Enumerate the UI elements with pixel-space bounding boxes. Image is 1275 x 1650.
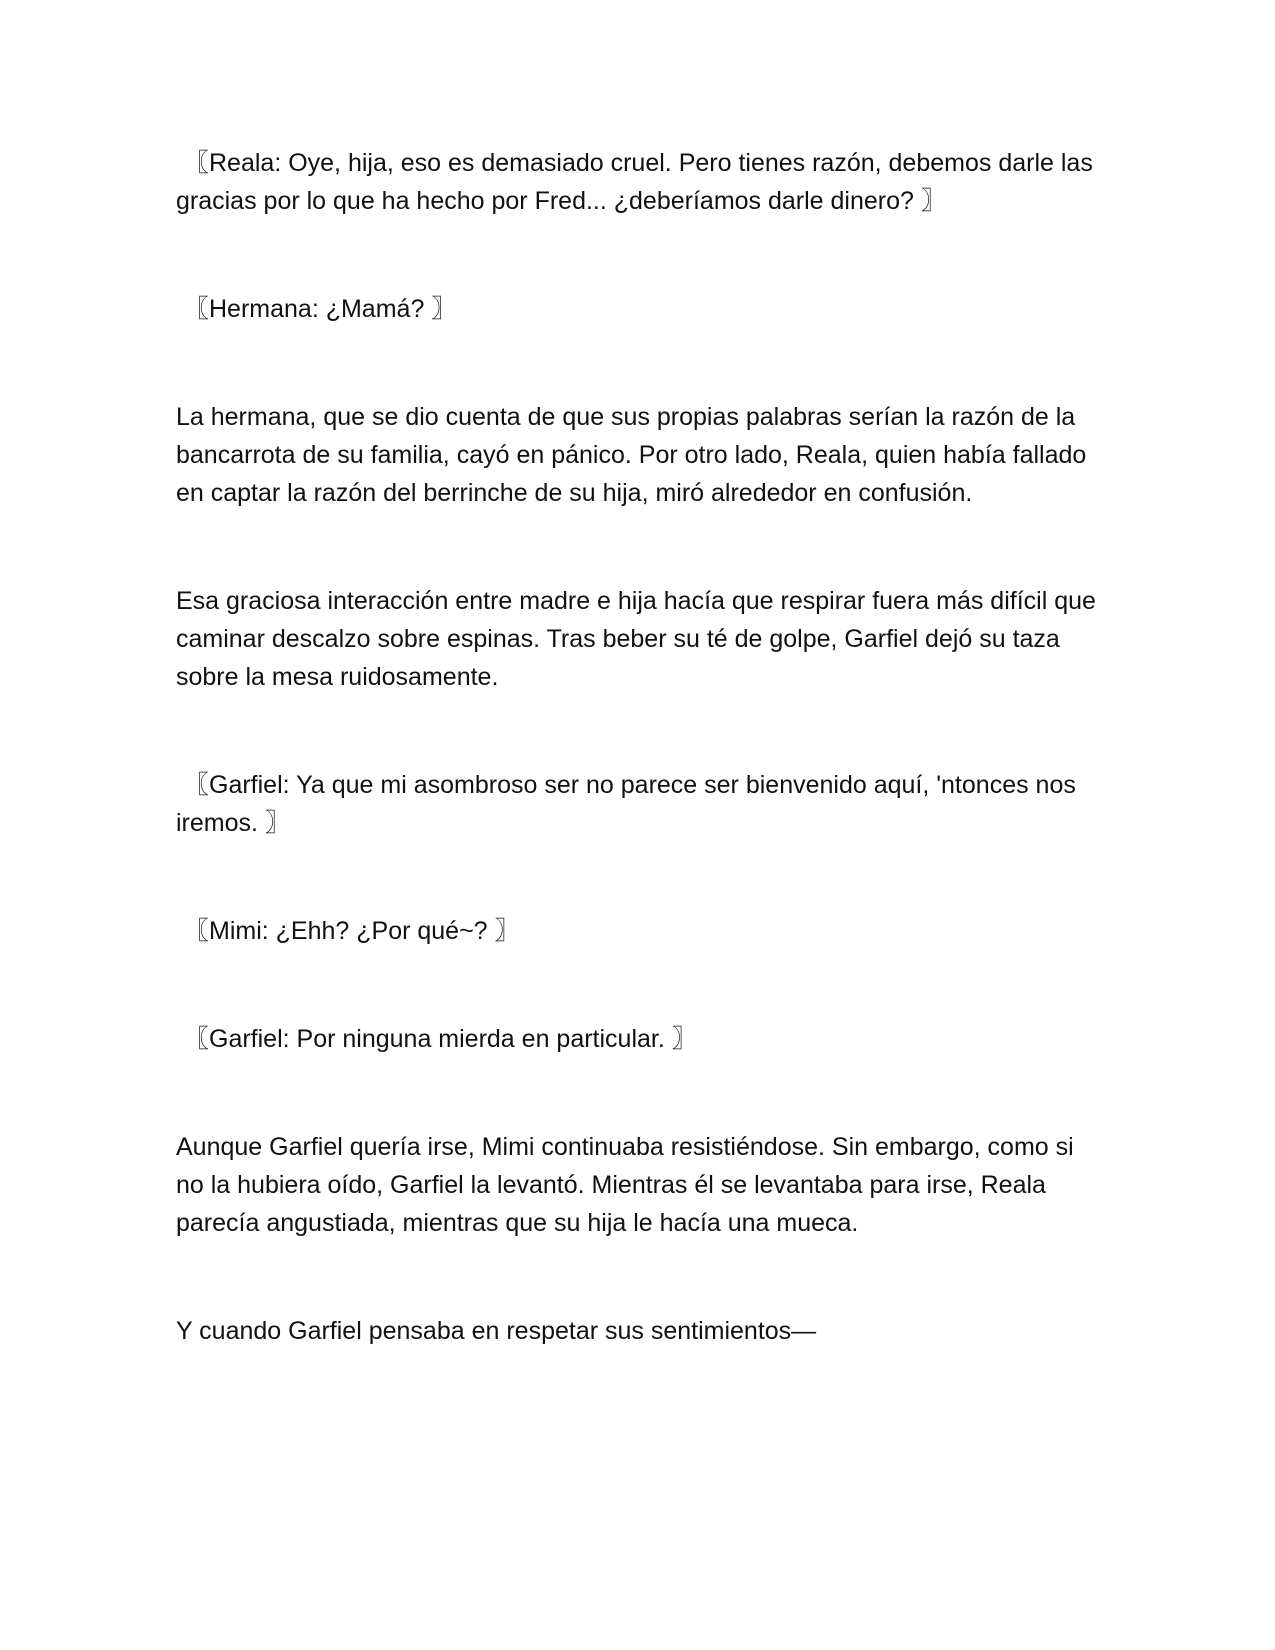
document-page <box>176 144 1101 1350</box>
dialogue-garfiel-1: 〖Garfiel: Ya que mi asombroso ser no parece ser bienvenido aquí, 'ntonces nos iremos. 〗 <box>176 771 1076 837</box>
dialogue-hermana: 〖Hermana: ¿Mamá? 〗 <box>184 295 457 323</box>
narration-paragraph-2: Esa graciosa interacción entre madre e hija hacía que respirar fuera más difícil que caminar descalzo sobre espinas. Tras beber su té de golpe, Garfiel dejó su taza sobre la mesa ruidosamente. <box>176 587 1096 691</box>
narration-paragraph-3: Aunque Garfiel quería irse, Mimi continuaba resistiéndose. Sin embargo, como si no la hubiera oído, Garfiel la levantó. Mientras él se levantaba para irse, Reala parecía angustiada, mientras que su hija le hacía una mueca. <box>176 1133 1074 1237</box>
narration-paragraph-1: La hermana, que se dio cuenta de que sus propias palabras serían la razón de la bancarrota de su familia, cayó en pánico. Por otro lado, Reala, quien había fallado en captar la razón del berrinche de su hija, miró alrededor en confusión. <box>176 403 1087 507</box>
dialogue-mimi: 〖Mimi: ¿Ehh? ¿Por qué~? 〗 <box>184 917 520 945</box>
dialogue-reala: 〖Reala: Oye, hija, eso es demasiado cruel. Pero tienes razón, debemos darle las gracias por lo que ha hecho por Fred... ¿deberíamos darle dinero? 〗 <box>176 149 1093 215</box>
dialogue-garfiel-2: 〖Garfiel: Por ninguna mierda en particular. 〗 <box>184 1025 697 1053</box>
narration-paragraph-4: Y cuando Garfiel pensaba en respetar sus sentimientos— <box>176 1317 817 1345</box>
